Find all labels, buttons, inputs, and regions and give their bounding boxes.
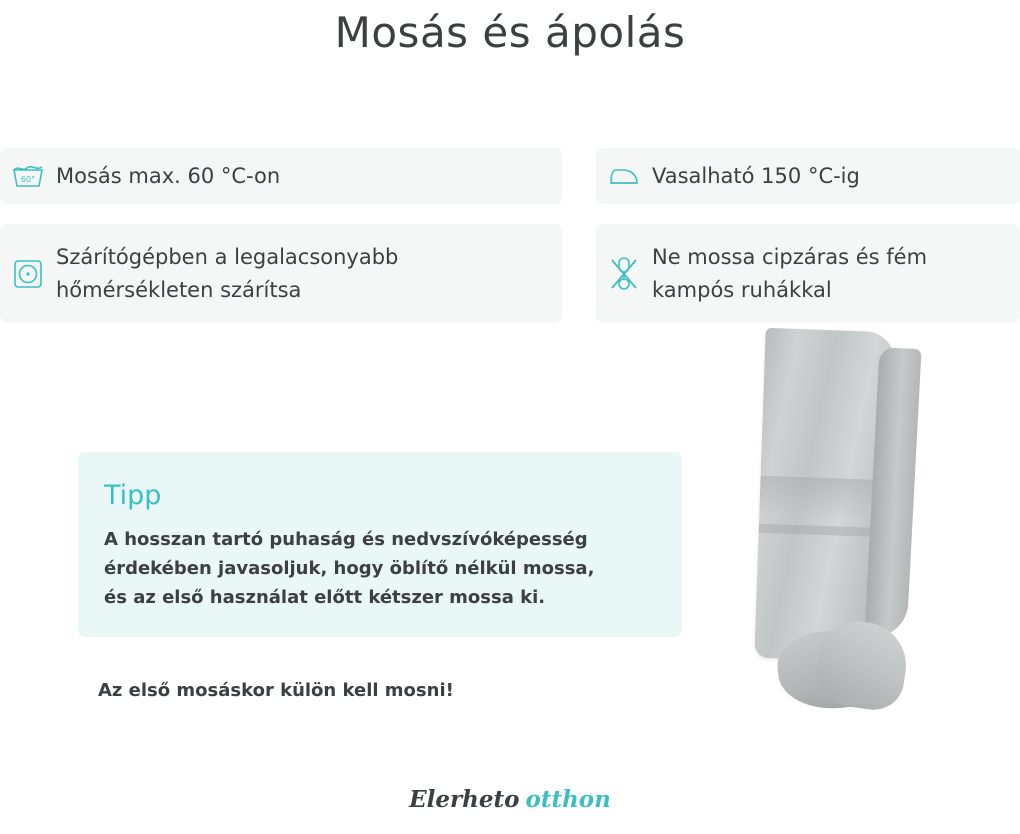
tip-text-line-2 — [104, 554, 656, 583]
iron-icon — [596, 164, 652, 188]
care-card-wash — [0, 148, 562, 204]
brand-logo-part2: otthon — [525, 786, 611, 813]
care-card-zipper-label: Ne mossa cipzáras és fém kampós ruhákkal — [652, 244, 928, 302]
tip-text — [104, 525, 656, 612]
brand-logo — [0, 786, 1020, 813]
care-card-dry — [0, 224, 562, 323]
wash-tub-60-icon — [0, 162, 56, 190]
brand-logo-part1: Elerheto — [409, 786, 520, 813]
tip-line2-strong: öblítő nélkül mossa, — [389, 558, 595, 580]
tip-line3-strong: kétszer mossa ki. — [368, 587, 546, 609]
tumble-dry-low-icon — [0, 258, 56, 290]
tip-box — [78, 452, 682, 637]
care-card-iron-label: Vasalható 150 °C-ig — [652, 163, 860, 188]
care-card-zipper — [596, 224, 1020, 323]
care-card-iron — [596, 148, 1020, 204]
page-title: Mosás és ápolás — [334, 8, 686, 57]
tip-line2-text: érdekében javasoljuk, hogy — [104, 558, 390, 580]
tip-text-line-1 — [104, 525, 656, 554]
tip-text-line-3 — [104, 583, 656, 612]
tip-line3-text: és az első használat előtt — [104, 587, 369, 609]
towel-image — [700, 330, 1020, 730]
first-wash-note: Az első mosáskor külön kell mosni! — [98, 680, 454, 701]
care-card-wash-label: Mosás max. 60 °C-on — [56, 163, 281, 188]
svg-text:60°: 60° — [20, 175, 36, 184]
care-cards-group — [0, 148, 1020, 333]
tip-title: Tipp — [104, 480, 162, 511]
no-zipper-icon — [596, 256, 652, 292]
tip-line1-text: A hosszan tartó puhaság és nedvszívóképesség — [104, 529, 588, 550]
care-card-dry-label: Szárítógépben a legalacsonyabb hőmérsékleten szárítsa — [56, 244, 399, 302]
